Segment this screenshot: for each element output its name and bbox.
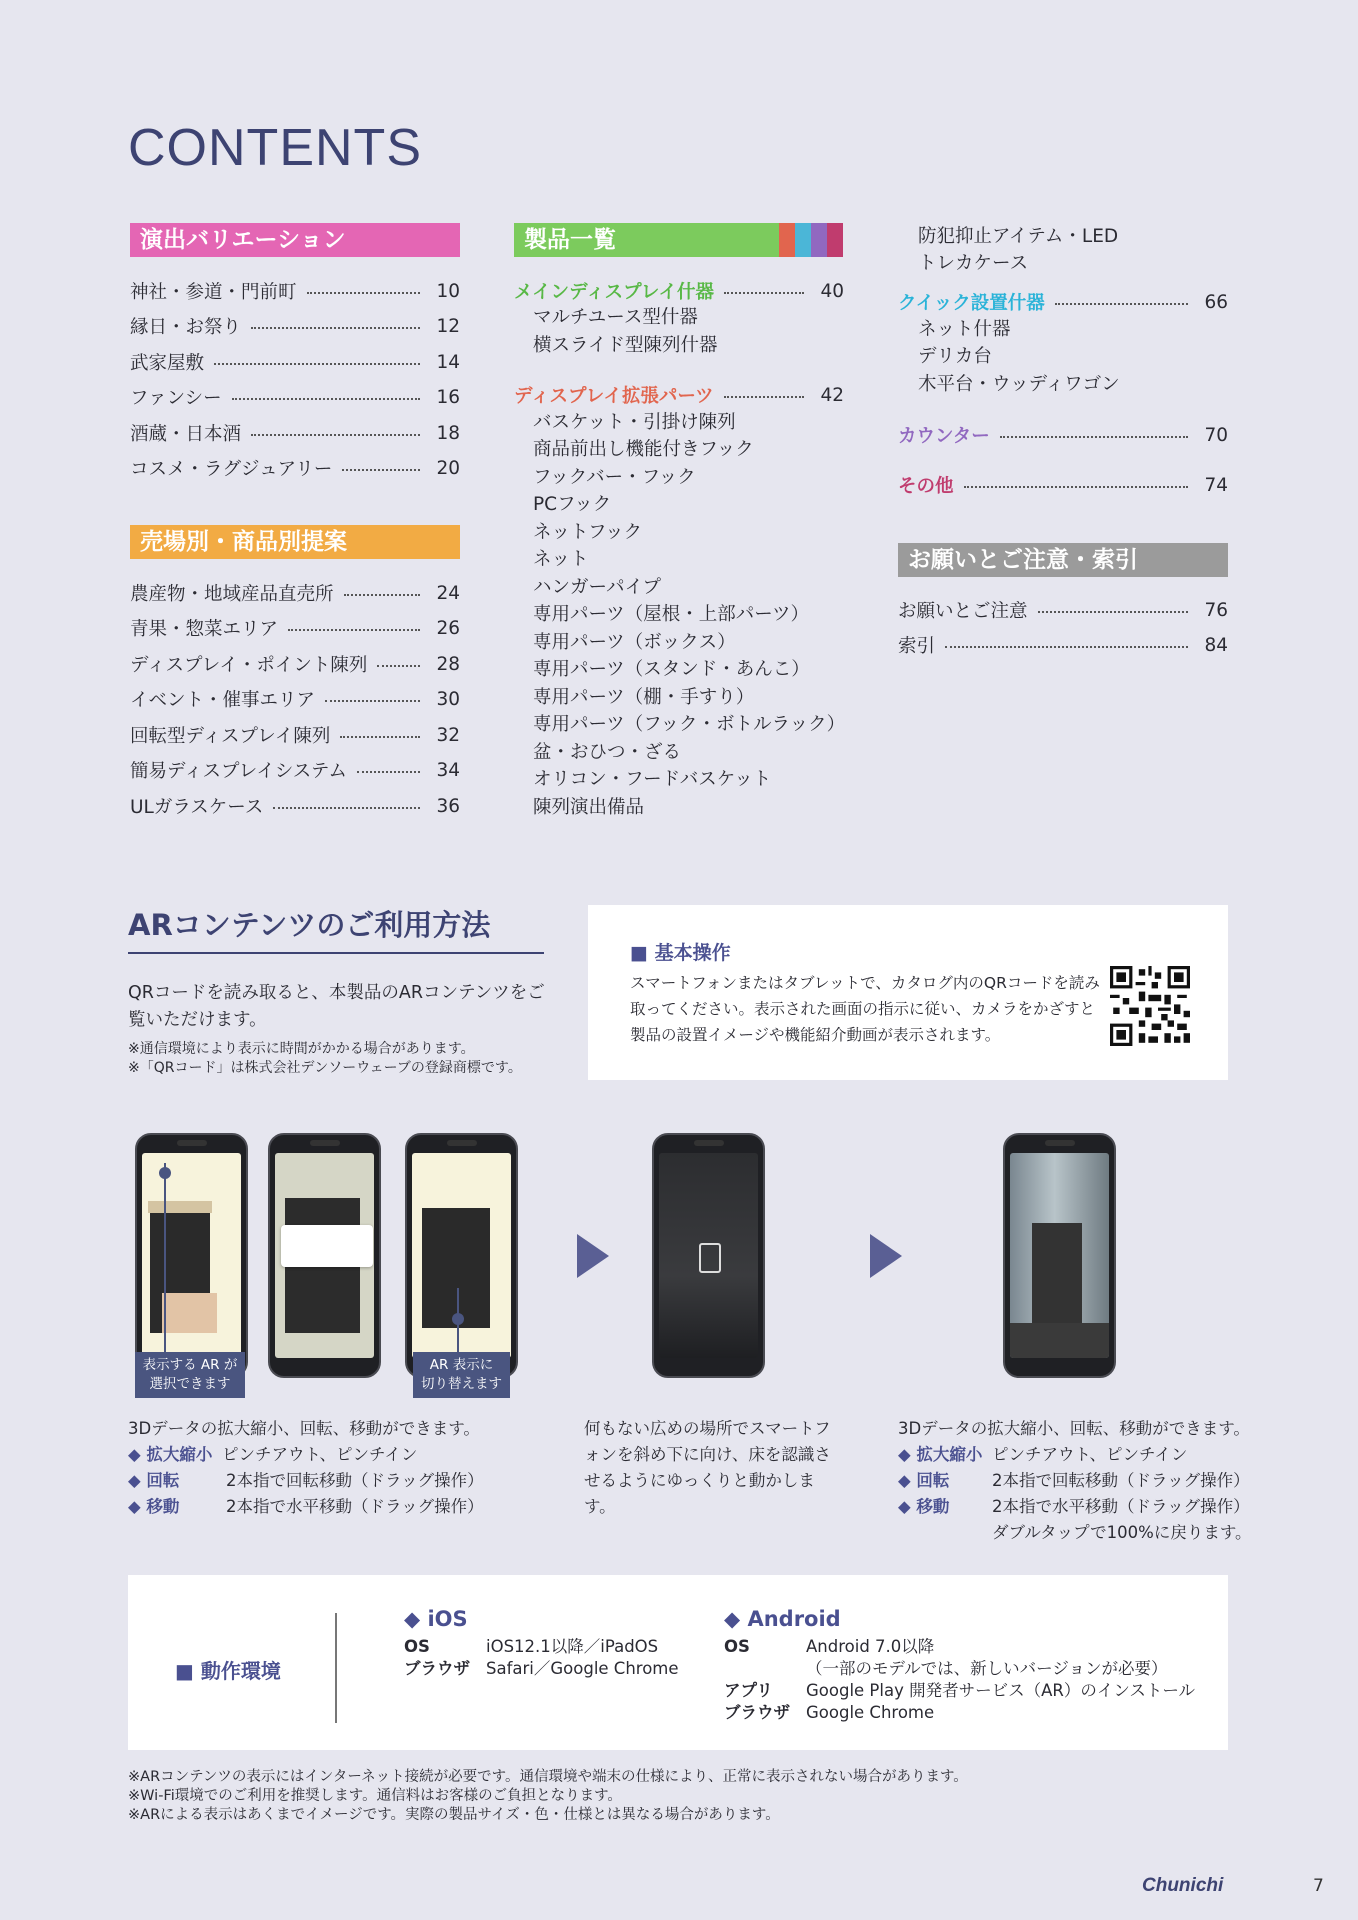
phone-screen: [142, 1153, 241, 1358]
toc-label: 酒蔵・日本酒: [130, 424, 242, 445]
operation-key: ◆ 拡大縮小: [898, 1445, 983, 1464]
toc-subitem[interactable]: 防犯抑止アイテム・LED: [918, 226, 1119, 247]
ar-heading: ARコンテンツのご利用方法: [128, 908, 491, 942]
toc-label: メインディスプレイ什器: [514, 282, 714, 303]
leader-dots: [307, 292, 420, 294]
operation-value: 2本指で回転移動（ドラッグ操作）: [992, 1471, 1250, 1490]
toc-row[interactable]: [130, 278, 460, 304]
toc-label: クイック設置什器: [898, 293, 1045, 314]
spec-key: OS: [724, 1637, 750, 1656]
leader-dots: [724, 292, 804, 294]
page-number: 7: [1313, 1876, 1324, 1896]
toc-label: 神社・参道・門前町: [130, 282, 297, 303]
toc-subitem[interactable]: PCフック: [533, 494, 612, 515]
operation-right: [898, 1416, 1252, 1546]
operation-key-spacer: [898, 1520, 992, 1546]
ar-notes: [128, 1040, 522, 1078]
android-os: [724, 1636, 934, 1658]
spec-key: ブラウザ: [724, 1703, 790, 1722]
toc-label: お願いとご注意: [898, 601, 1028, 622]
leader-dots: [1038, 611, 1188, 613]
operation-value: 2本指で水平移動（ドラッグ操作）: [992, 1497, 1250, 1516]
operation-intro: 3Dデータの拡大縮小、回転、移動ができます。: [128, 1419, 480, 1438]
toc-section-main-display[interactable]: [514, 278, 844, 304]
toc-label: 縁日・お祭り: [130, 317, 242, 338]
operation-left: [128, 1416, 484, 1520]
toc-section-counter[interactable]: [898, 422, 1228, 448]
toc-label: コスメ・ラグジュアリー: [130, 459, 333, 480]
operation-key: ◆ 回転: [128, 1471, 180, 1490]
footnotes: [128, 1768, 968, 1825]
spec-value: Google Chrome: [806, 1703, 935, 1722]
android-heading: ◆ Android: [724, 1607, 841, 1631]
spec-value: Android 7.0以降: [806, 1637, 935, 1656]
environment-label: ■ 動作環境: [175, 1659, 281, 1683]
toc-page: 36: [436, 795, 460, 817]
toc-row[interactable]: [130, 313, 460, 339]
leader-dots: [1055, 303, 1188, 305]
toc-subitem[interactable]: バスケット・引掛け陳列: [533, 412, 736, 433]
leader-dots: [288, 629, 420, 631]
toc-page: 16: [436, 386, 460, 408]
toc-page: 26: [436, 617, 460, 639]
ios-browser: [404, 1658, 679, 1680]
toc-subitem[interactable]: 専用パーツ（棚・手すり）: [533, 687, 755, 708]
toc-row[interactable]: [898, 597, 1228, 623]
toc-subitem[interactable]: ハンガーパイプ: [533, 577, 662, 598]
footnote: ※Wi-Fi環境でのご利用を推奨します。通信料はお客様のご負担となります。: [128, 1788, 622, 1804]
page-title: CONTENTS: [128, 119, 422, 177]
toc-subitem[interactable]: 横スライド型陳列什器: [533, 335, 718, 356]
category-header-notes-index: お願いとご注意・索引: [898, 543, 1228, 577]
toc-section-other[interactable]: [898, 472, 1228, 498]
leader-dots: [377, 665, 420, 667]
toc-row[interactable]: [130, 793, 460, 819]
ios-heading: ◆ iOS: [404, 1607, 468, 1631]
toc-row[interactable]: [130, 455, 460, 481]
operation-row: [128, 1442, 484, 1468]
phone-screenshot: [405, 1133, 518, 1378]
leader-dots: [340, 736, 420, 738]
toc-row[interactable]: [130, 580, 460, 606]
operation-row: [898, 1494, 1252, 1520]
leader-dots: [232, 398, 420, 400]
color-swatch: [795, 223, 811, 257]
phone-screen: [1010, 1153, 1109, 1358]
toc-row[interactable]: [130, 384, 460, 410]
category-header-products: 製品一覧: [514, 223, 779, 257]
phone-screenshot: [652, 1133, 765, 1378]
operation-key: ◆ 移動: [128, 1497, 180, 1516]
toc-label: ファンシー: [130, 388, 222, 409]
divider: [335, 1613, 337, 1723]
toc-subitem[interactable]: オリコン・フードバスケット: [533, 769, 772, 790]
brand-logo: Chunichi: [1142, 1875, 1224, 1896]
operation-value: ピンチアウト、ピンチイン: [222, 1445, 418, 1464]
spec-value: Google Play 開発者サービス（AR）のインストール: [806, 1681, 1196, 1700]
toc-label: ディスプレイ拡張パーツ: [514, 386, 714, 407]
arrow-right-icon: [577, 1234, 609, 1278]
arrow-right-icon: [870, 1234, 902, 1278]
toc-row[interactable]: [130, 651, 460, 677]
operation-value: 2本指で水平移動（ドラッグ操作）: [226, 1497, 484, 1516]
phone-notch: [310, 1140, 340, 1146]
phone-notch: [177, 1140, 207, 1146]
toc-page: 42: [820, 384, 844, 406]
toc-label: イベント・催事エリア: [130, 690, 316, 711]
phone-notch: [447, 1140, 477, 1146]
leader-dots: [251, 434, 420, 436]
select-ar-tag: 表示する AR が 選択できます: [135, 1352, 245, 1398]
phone-screenshot: [268, 1133, 381, 1378]
toc-page: 28: [436, 653, 460, 675]
spec-key: ブラウザ: [404, 1659, 470, 1678]
toc-page: 20: [436, 457, 460, 479]
phone-screen: [275, 1153, 374, 1358]
color-swatch: [811, 223, 827, 257]
toc-row[interactable]: [898, 632, 1228, 658]
color-swatch: [779, 223, 795, 257]
toc-label: 農産物・地域産品直売所: [130, 584, 334, 605]
leader-dots: [724, 396, 804, 398]
phone-notch: [694, 1140, 724, 1146]
operation-key: ◆ 回転: [898, 1471, 950, 1490]
ar-description: QRコードを読み取ると、本製品のARコンテンツをご覧いただけます。: [128, 983, 545, 1030]
toc-page: 14: [436, 351, 460, 373]
toc-row[interactable]: [130, 420, 460, 446]
heading-underline: [128, 952, 544, 954]
toc-label: 回転型ディスプレイ陳列: [130, 726, 331, 747]
basic-operation-text: スマートフォンまたはタブレットで、カタログ内のQRコードを読み取ってください。表示された画面の指示に従い、カメラをかざすと製品の設置イメージや機能紹介動画が表示されます。: [630, 974, 1100, 1044]
toc-row[interactable]: [130, 722, 460, 748]
operation-value: ダブルタップで100%に戻ります。: [992, 1523, 1252, 1542]
toc-subitem[interactable]: 陳列演出備品: [533, 797, 645, 818]
phone-screenshot: [135, 1133, 248, 1378]
toc-label: 武家屋敷: [130, 353, 205, 374]
phone-screenshot: [1003, 1133, 1116, 1378]
toc-page: 24: [436, 582, 460, 604]
ar-note: ※「QRコード」は株式会社デンソーウェーブの登録商標です。: [128, 1060, 522, 1076]
toc-page: 30: [436, 688, 460, 710]
toc-page: 76: [1204, 599, 1228, 621]
toc-section-display-parts[interactable]: [514, 382, 844, 408]
leader-dots: [214, 363, 420, 365]
toc-label: その他: [898, 476, 954, 497]
category-header-sales-floor: 売場別・商品別提案: [130, 525, 460, 559]
toc-page: 70: [1204, 424, 1228, 446]
toc-subitem[interactable]: ネット什器: [918, 319, 1011, 340]
leader-dots: [344, 594, 420, 596]
toc-subitem[interactable]: ネットフック: [533, 522, 643, 543]
toc-row[interactable]: [130, 615, 460, 641]
leader-dots: [325, 700, 420, 702]
toc-page: 34: [436, 759, 460, 781]
leader-dots: [342, 469, 420, 471]
leader-dots: [964, 486, 1188, 488]
toc-subitem[interactable]: トレカケース: [918, 253, 1029, 274]
category-header-variations: 演出バリエーション: [130, 223, 460, 257]
leader-dots: [251, 327, 420, 329]
toc-subitem[interactable]: 商品前出し機能付きフック: [533, 439, 754, 460]
qr-code-icon[interactable]: [1110, 966, 1190, 1046]
leader-dots: [357, 771, 420, 773]
toc-page: 66: [1204, 291, 1228, 313]
basic-operation-heading: ■ 基本操作: [630, 942, 731, 964]
spec-value: iOS12.1以降／iPadOS: [486, 1637, 659, 1656]
leader-dots: [1000, 436, 1188, 438]
spec-key: OS: [404, 1637, 430, 1656]
toc-subitem[interactable]: 専用パーツ（ボックス）: [533, 632, 736, 653]
leader-dots: [945, 646, 1188, 648]
operation-value: ピンチアウト、ピンチイン: [992, 1445, 1188, 1464]
spec-value: Safari／Google Chrome: [486, 1659, 679, 1678]
operation-row: [898, 1468, 1252, 1494]
toc-subitem[interactable]: フックバー・フック: [533, 467, 696, 488]
toc-page: 84: [1204, 634, 1228, 656]
toc-label: カウンター: [898, 426, 990, 447]
operation-key: ◆ 移動: [898, 1497, 950, 1516]
toc-label: ULガラスケース: [130, 797, 264, 818]
toc-label: ディスプレイ・ポイント陳列: [130, 655, 368, 676]
android-os-note: （一部のモデルでは、新しいバージョンが必要）: [806, 1659, 1168, 1678]
toc-row[interactable]: [130, 686, 460, 712]
toc-page: 74: [1204, 474, 1228, 496]
toc-page: 10: [436, 280, 460, 302]
toc-subitem[interactable]: 専用パーツ（フック・ボトルラック）: [533, 714, 846, 735]
spec-key: アプリ: [724, 1681, 773, 1700]
footnote: ※ARコンテンツの表示にはインターネット接続が必要です。通信環境や端末の仕様により、正常に表示されない場合があります。: [128, 1769, 968, 1785]
toc-row[interactable]: [130, 349, 460, 375]
android-app: [724, 1680, 1195, 1702]
color-swatch: [827, 223, 843, 257]
toc-page: 32: [436, 724, 460, 746]
operation-row: [898, 1520, 1252, 1546]
toc-subitem[interactable]: 専用パーツ（屋根・上部パーツ）: [533, 604, 810, 625]
toc-row[interactable]: [130, 757, 460, 783]
toc-label: 索引: [898, 636, 936, 657]
toc-subitem[interactable]: デリカ台: [918, 346, 992, 367]
toc-section-quick-setup[interactable]: [898, 289, 1228, 315]
footnote: ※ARによる表示はあくまでイメージです。実際の製品サイズ・色・仕様とは異なる場合があります。: [128, 1807, 780, 1823]
toc-label: 簡易ディスプレイシステム: [130, 761, 348, 782]
toc-label: 青果・惣菜エリア: [130, 619, 279, 640]
ar-note: ※通信環境により表示に時間がかかる場合があります。: [128, 1041, 475, 1057]
toc-subitem[interactable]: マルチユース型什器: [533, 307, 698, 328]
operation-key: ◆ 拡大縮小: [128, 1445, 213, 1464]
operation-intro: 3Dデータの拡大縮小、回転、移動ができます。: [898, 1419, 1250, 1438]
switch-ar-tag: AR 表示に 切り替えます: [413, 1352, 510, 1398]
phone-screen: [412, 1153, 511, 1358]
operation-row: [128, 1494, 484, 1520]
phone-notch: [1045, 1140, 1075, 1146]
toc-subitem[interactable]: 専用パーツ（スタンド・あんこ）: [533, 659, 810, 680]
operation-middle: 何もない広めの場所でスマートフォンを斜め下に向け、床を認識させるようにゆっくりと動かします。: [584, 1419, 831, 1516]
operation-row: [898, 1442, 1252, 1468]
android-browser: [724, 1702, 934, 1724]
operation-value: 2本指で回転移動（ドラッグ操作）: [226, 1471, 484, 1490]
toc-page: 18: [436, 422, 460, 444]
phone-screen: [659, 1153, 758, 1358]
toc-subitem[interactable]: 盆・おひつ・ざる: [533, 742, 682, 763]
toc-page: 40: [820, 280, 844, 302]
toc-page: 12: [436, 315, 460, 337]
toc-subitem[interactable]: 木平台・ウッディワゴン: [918, 374, 1120, 395]
operation-row: [128, 1468, 484, 1494]
toc-subitem[interactable]: ネット: [533, 549, 589, 570]
ios-os: [404, 1636, 658, 1658]
leader-dots: [273, 807, 420, 809]
